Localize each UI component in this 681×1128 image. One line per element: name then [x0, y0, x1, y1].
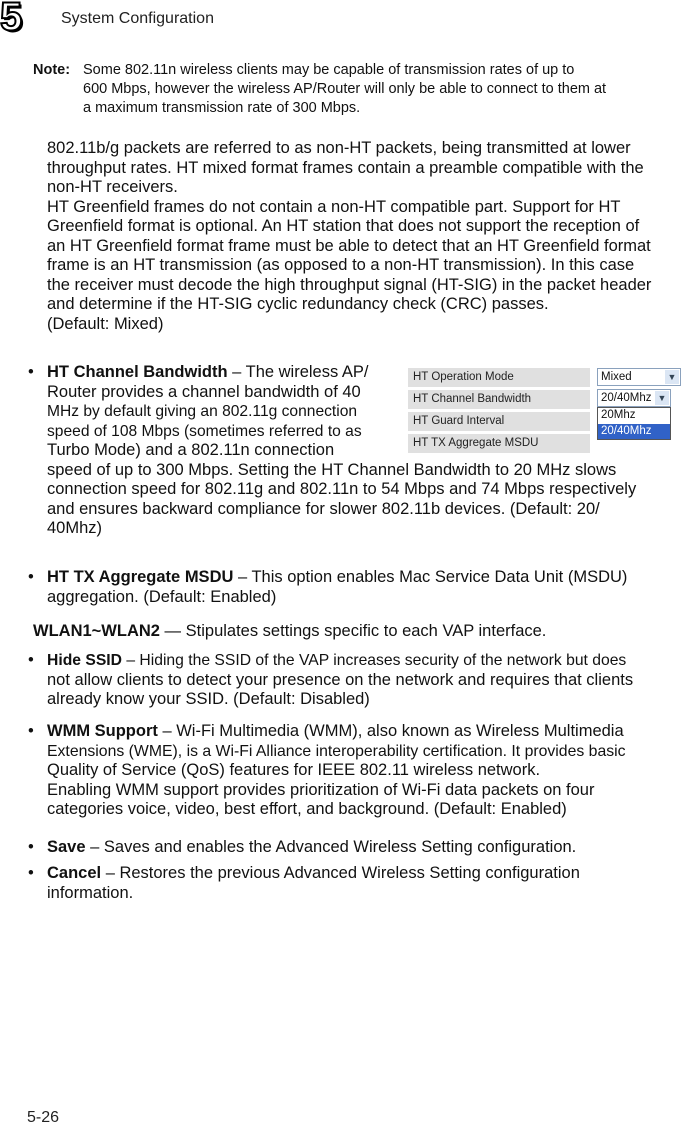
hide-ssid-first-line	[47, 651, 680, 671]
page-number: 5-26	[27, 1109, 60, 1126]
cancel-first-line	[47, 864, 680, 884]
channel-bandwidth-line: Turbo Mode) and a 802.11n connection	[47, 441, 335, 459]
channel-bandwidth-line: speed of 108 Mbps (sometimes referred to as	[47, 422, 362, 440]
chevron-down-icon[interactable]: ▼	[665, 370, 679, 384]
intro-line: frame is an HT transmission (as opposed to a non-HT transmission). In this case	[47, 256, 635, 274]
channel-bandwidth-line: speed of up to 300 Mbps. Setting the HT Channel Bandwidth to 20 MHz slows	[47, 460, 617, 479]
bullet-icon: •	[28, 864, 34, 882]
channel-bandwidth-line: Router provides a channel bandwidth of 40	[47, 382, 361, 401]
cancel-term: Cancel	[47, 864, 102, 882]
wmm-support-line: Extensions (WME), is a Wi-Fi Alliance interoperability certification. It provides basic	[47, 742, 626, 760]
aggregate-msdu-first-line	[47, 568, 680, 588]
wmm-support-desc: – Wi-Fi Multimedia (WMM), also known as Wireless Multimedia	[157, 722, 624, 740]
save-term: Save	[47, 838, 86, 856]
aggregate-msdu-term: HT TX Aggregate MSDU	[47, 568, 234, 586]
cancel-desc: – Restores the previous Advanced Wireless Setting configuration	[101, 864, 580, 882]
bandwidth-option-20-40mhz[interactable]: 20/40Mhz	[598, 424, 670, 440]
channel-bandwidth-first-line	[47, 363, 397, 383]
aggregate-msdu-desc: – This option enables Mac Service Data Unit (MSDU)	[233, 568, 628, 586]
ht-channel-bandwidth-value: 20/40Mhz	[601, 392, 652, 404]
wmm-support-text	[47, 722, 680, 820]
intro-line: the receiver must decode the high throughput signal (HT-SIG) in the packet header	[47, 275, 652, 294]
note-line: 600 Mbps, however the wireless AP/Router will only be able to connect to them at	[83, 81, 607, 97]
wmm-support-line: Quality of Service (QoS) features for IEEE 802.11 wireless network.	[47, 761, 541, 779]
intro-line: and determine if the HT-SIG cyclic redundancy check (CRC) passes.	[47, 295, 549, 313]
wlan-heading-desc: — Stipulates settings specific to each VAP interface.	[159, 622, 547, 640]
aggregate-msdu-text	[47, 568, 680, 607]
bandwidth-option-20mhz[interactable]: 20Mhz	[601, 409, 636, 421]
channel-bandwidth-desc: – The wireless AP/	[227, 363, 369, 381]
ht-operation-mode-value: Mixed	[601, 371, 632, 383]
ht-operation-mode-label: HT Operation Mode	[408, 368, 590, 387]
bullet-icon: •	[28, 722, 34, 740]
intro-line: (Default: Mixed)	[47, 314, 164, 333]
intro-line: throughput rates. HT mixed format frames contain a preamble compatible with the	[47, 158, 644, 177]
save-text	[47, 838, 680, 858]
bullet-icon: •	[28, 568, 34, 586]
hide-ssid-line: not allow clients to detect your presence on the network and requires that clients	[47, 670, 634, 689]
note-label: Note:	[33, 62, 71, 78]
note-text	[83, 61, 681, 118]
save-desc: – Saves and enables the Advanced Wireless Setting configuration.	[85, 838, 577, 856]
chevron-down-icon[interactable]: ▼	[655, 391, 669, 405]
wlan-heading	[33, 622, 546, 642]
channel-bandwidth-line: 40Mhz)	[47, 519, 103, 537]
wmm-support-line: Enabling WMM support provides prioritization of Wi-Fi data packets on four	[47, 780, 595, 799]
cancel-text	[47, 864, 680, 903]
wmm-support-line: categories voice, video, best effort, and background. (Default: Enabled)	[47, 800, 567, 818]
ht-guard-interval-label: HT Guard Interval	[408, 412, 590, 431]
wlan-heading-term: WLAN1~WLAN2	[33, 622, 160, 640]
ht-channel-bandwidth-select[interactable]	[597, 389, 671, 407]
ht-tx-aggregate-msdu-label: HT TX Aggregate MSDU	[408, 434, 590, 453]
cancel-line: information.	[47, 883, 134, 902]
channel-bandwidth-text	[47, 363, 397, 461]
channel-bandwidth-continued	[47, 461, 680, 539]
intro-line: 802.11b/g packets are referred to as non-HT packets, being transmitted at lower	[47, 139, 631, 157]
note-line: a maximum transmission rate of 300 Mbps.	[83, 100, 361, 116]
channel-bandwidth-term: HT Channel Bandwidth	[47, 363, 228, 381]
aggregate-msdu-line: aggregation. (Default: Enabled)	[47, 587, 277, 606]
wmm-support-first-line	[47, 722, 680, 742]
bandwidth-dropdown-list	[597, 407, 671, 440]
hide-ssid-term: Hide SSID	[47, 652, 122, 669]
channel-bandwidth-line: and ensures backward compliance for slower 802.11b devices. (Default: 20/	[47, 499, 600, 518]
chapter-number: 5	[0, 0, 23, 39]
wmm-support-term: WMM Support	[47, 722, 158, 740]
channel-bandwidth-line: connection speed for 802.11g and 802.11n to 54 Mbps and 74 Mbps respectively	[47, 480, 637, 498]
intro-line: Greenfield format is optional. An HT station that does not support the reception of	[47, 217, 640, 235]
bullet-icon: •	[28, 838, 34, 856]
page-header-title: System Configuration	[61, 10, 214, 27]
save-first-line	[47, 838, 680, 858]
hide-ssid-desc: – Hiding the SSID of the VAP increases security of the network but does	[121, 652, 627, 669]
bullet-icon: •	[28, 363, 34, 381]
note-line: Some 802.11n wireless clients may be capable of transmission rates of up to	[83, 62, 575, 78]
channel-bandwidth-line: MHz by default giving an 802.11g connection	[47, 403, 358, 420]
ht-operation-mode-select[interactable]	[597, 368, 681, 386]
hide-ssid-line: already know your SSID. (Default: Disabled)	[47, 690, 370, 708]
ht-settings-panel	[408, 366, 681, 454]
intro-paragraph	[47, 139, 680, 334]
intro-line: non-HT receivers.	[47, 178, 178, 196]
intro-line: HT Greenfield frames do not contain a non-HT compatible part. Support for HT	[47, 197, 621, 216]
hide-ssid-text	[47, 651, 680, 710]
intro-line: an HT Greenfield format frame must be able to detect that an HT Greenfield format	[47, 236, 651, 255]
ht-channel-bandwidth-label: HT Channel Bandwidth	[408, 390, 590, 409]
bullet-icon: •	[28, 651, 34, 669]
